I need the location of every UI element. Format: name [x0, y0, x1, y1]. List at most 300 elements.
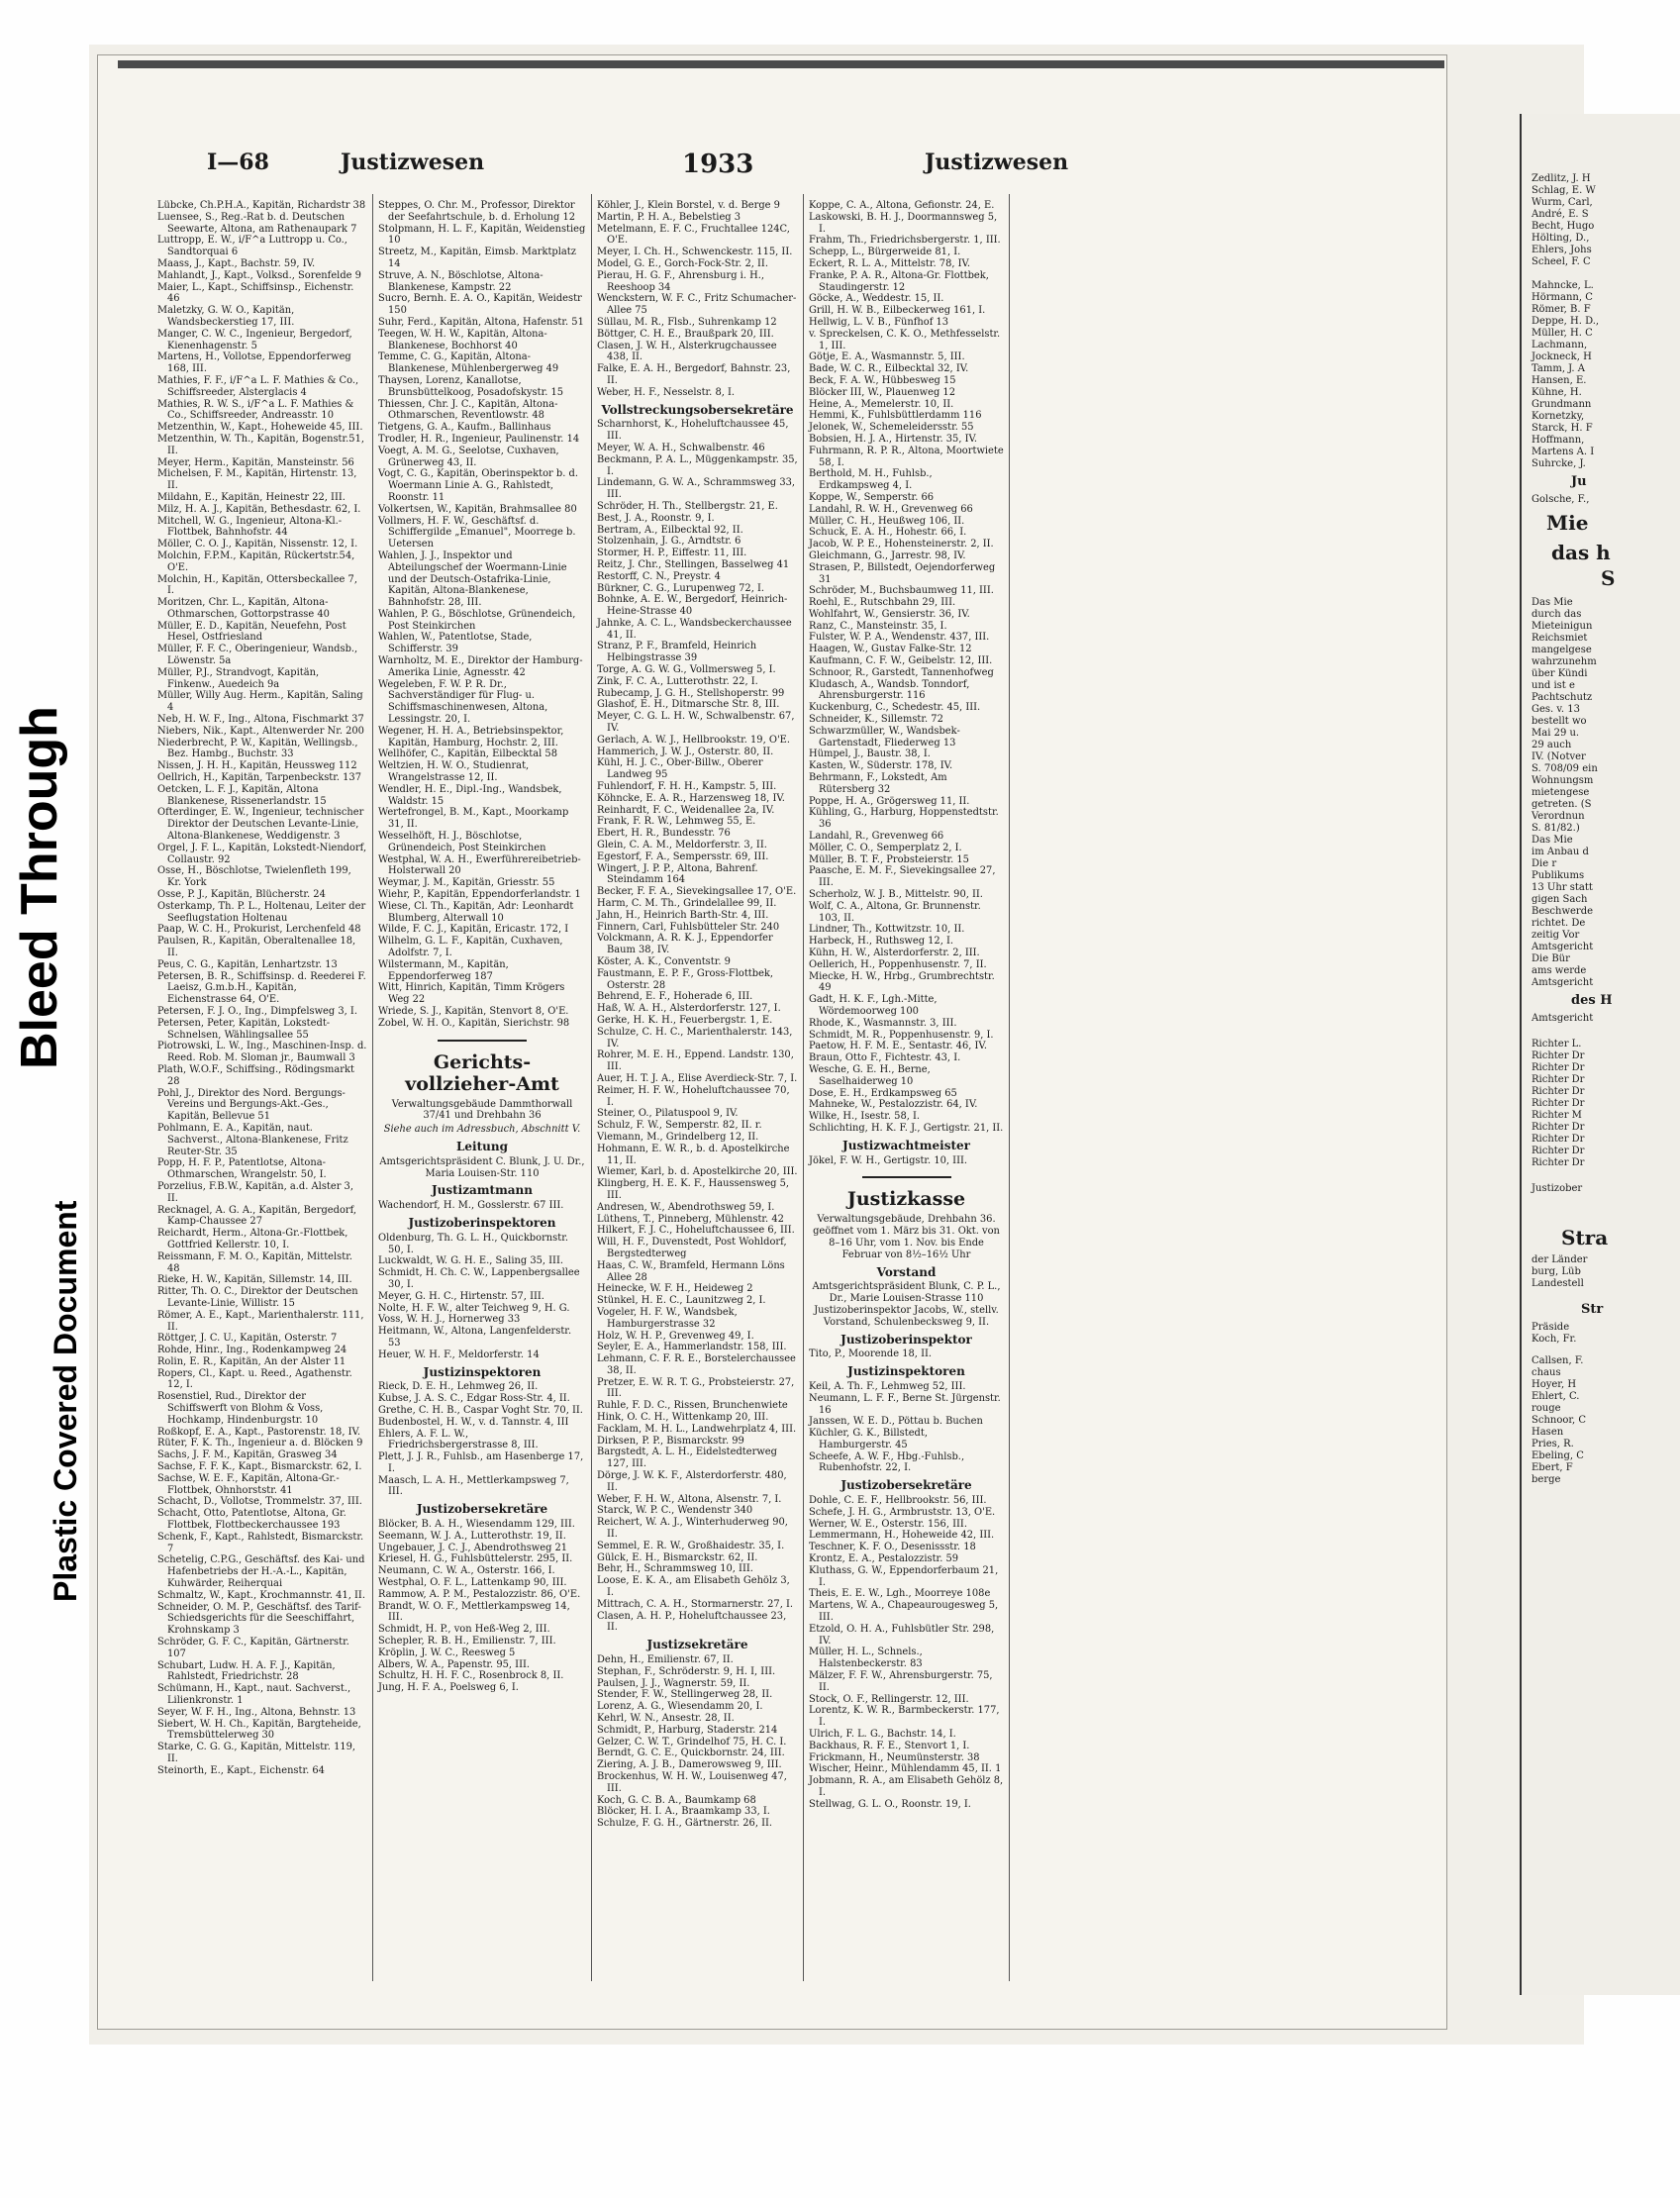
directory-entry: Vogt, C. G., Kapitän, Oberinspektor b. d. Woermann Linie A. G., Rahlstedt, Roonstr. 11	[378, 468, 578, 503]
obersekretaere-list	[378, 1519, 586, 1694]
directory-entry: Rolin, E. R., Kapitän, An der Alster 11	[157, 1355, 346, 1367]
directory-entry: Amtsgericht	[1532, 942, 1594, 952]
directory-entry: Stock, O. F., Rellingerstr. 12, III.	[809, 1693, 969, 1705]
directory-entry: Neb, H. W. F., Ing., Altona, Fischmarkt 37	[157, 714, 364, 726]
directory-entry: Gadt, H. K. F., Lgh.-Mitte, Wördemoorweg 100	[809, 994, 938, 1017]
directory-entry: Pierau, H. G. F., Ahrensburg i. H., Reeshoop 34	[597, 269, 764, 293]
directory-entry: Paetow, H. F. M. E., Sentastr. 46, IV.	[809, 1041, 987, 1052]
vollstreckung-list	[597, 419, 798, 1634]
directory-entry: Blöcker, B. A. H., Wiesendamm 129, III.	[378, 1519, 575, 1531]
directory-entry: Facklam, M. H. L., Landwehrplatz 4, III.	[597, 1423, 797, 1435]
directory-entry: Lorenz, A. G., Wiesendamm 20, I.	[597, 1701, 763, 1713]
directory-entry: Müller, F. F. C., Oberingenieur, Wandsb., Löwenstr. 5a	[157, 644, 358, 667]
directory-entry: Wriede, S. J., Kapitän, Stenvort 8, O'E.	[378, 1005, 569, 1017]
directory-entry: getreten. (S	[1532, 799, 1592, 810]
directory-entry: Stormer, H. P., Eiffestr. 11, III.	[597, 548, 747, 559]
directory-entry: burg, Lüb	[1532, 1266, 1581, 1277]
header-right-title: Justizwesen	[925, 150, 1069, 175]
kasse-inspektoren-list	[809, 1381, 1004, 1474]
directory-entry: Verordnun	[1532, 811, 1585, 822]
directory-entry: Mieteinigun	[1532, 621, 1593, 632]
directory-entry: Niederbrecht, P. W., Kapitän, Wellingsb., Bez. Hambg., Buchstr. 33	[157, 737, 358, 760]
directory-entry: Richter M	[1532, 1110, 1582, 1121]
vorstand-entry: Amtsgerichtspräsident Blunk, C. P. L., Dr., Marie Louisen-Strasse 110 Justizoberinspektor Jacobs, W., stellv. Vorstand, Schulenbecksweg 9, II.	[812, 1281, 1001, 1328]
directory-entry: Strasen, P., Billstedt, Oejendorferweg 31	[809, 561, 996, 585]
directory-entry: Teegen, W. H. W., Kapitän, Altona-Blankenese, Bochhorst 40	[378, 328, 547, 351]
directory-entry: Temme, C. G., Kapitän, Altona-Blankenese, Mühlenbergerweg 49	[378, 351, 559, 375]
directory-entry: Fuhrmann, R. P. R., Altona, Moortwiete 58, I.	[809, 445, 1004, 468]
directory-entry: Stranz, P. F., Bramfeld, Heinrich Helbingstrasse 39	[597, 641, 757, 664]
directory-entry: Pohlmann, E. A., Kapitän, naut. Sachverst., Altona-Blankenese, Fritz Reuter-Str. 35	[157, 1122, 348, 1157]
column-3	[597, 200, 798, 1982]
directory-entry: Vollmers, H. F. W., Geschäftsf. d. Schiffergilde „Emanuel", Moorrege b. Uetersen	[378, 515, 576, 550]
directory-entry: Ebert, H. R., Bundesstr. 76	[597, 828, 731, 840]
directory-entry: Lindner, Th., Kottwitzstr. 10, II.	[809, 924, 965, 936]
directory-entry: Brandt, W. O. F., Mettlerkampsweg 14, III.	[378, 1600, 570, 1624]
right-heading-des-h: des H	[1571, 993, 1613, 1008]
directory-entry: Reitz, J. Chr., Stellingen, Basselweg 41	[597, 558, 790, 570]
directory-entry: Martens A. I	[1532, 447, 1595, 457]
directory-entry: Weltzien, H. W. O., Studienrat, Wrangelstrasse 12, II.	[378, 760, 530, 784]
directory-entry: Richter Dr	[1532, 1062, 1585, 1073]
directory-entry: Sucro, Bernh. E. A. O., Kapitän, Weidestr 150	[378, 293, 582, 317]
directory-entry: Schwarzmüller, W., Wandsbek-Gartenstadt, Fliederweg 13	[809, 725, 960, 749]
col3-entries-top	[597, 200, 798, 399]
directory-entry: Wolf, C. A., Altona, Gr. Brunnenstr. 103, II.	[809, 900, 981, 924]
directory-entry: Schmidt, P., Harburg, Staderstr. 214	[597, 1724, 778, 1736]
directory-entry: Kornetzky,	[1532, 411, 1585, 422]
directory-entry: Schneider, O. M. P., Geschäftsf. des Tarif-Schiedsgerichts für die Seeschiffahrt, Krohnskamp 3	[157, 1601, 361, 1637]
directory-entry: Rhode, K., Wasmannstr. 3, III.	[809, 1017, 957, 1029]
directory-entry: Köster, A. K., Conventstr. 9	[597, 956, 731, 967]
directory-entry: richtet. De	[1532, 918, 1586, 929]
directory-entry: Oellerich, H., Poppenhusenstr. 7, II.	[809, 958, 987, 970]
directory-entry: Mathies, R. W. S., i/F^a L. F. Mathies & Co., Schiffsreeder, Andreasstr. 10	[157, 398, 354, 422]
directory-entry: Siebert, W. H. Ch., Kapitän, Bargteheide, Tremsbüttelerweg 30	[157, 1718, 361, 1742]
directory-entry: Gleichmann, G., Jarrestr. 98, IV.	[809, 550, 966, 561]
directory-entry: Schröder, M., Buchsbaumweg 11, III.	[809, 585, 994, 597]
directory-entry: Orgel, J. F. L., Kapitän, Lokstedt-Niendorf, Collaustr. 92	[157, 842, 367, 865]
directory-entry: Wahlen, J. J., Inspektor und Abteilungschef der Woermann-Linie und der Deutsch-Ostafrika-Linie, Kapitän, Altona-Blankenese, Bahnhofstr. 28, III.	[378, 550, 567, 609]
directory-entry: Moritzen, Chr. L., Kapitän, Altona-Othmarschen, Gottorpstrasse 40	[157, 597, 330, 620]
directory-entry: Theis, E. E. W., Lgh., Moorreye 108e	[809, 1588, 991, 1600]
directory-entry: Berndt, G. C. E., Quickbornstr. 24, III.	[597, 1748, 785, 1759]
directory-entry: Rieke, H. W., Kapitän, Sillemstr. 14, III.	[157, 1274, 352, 1286]
see-also-note: Siehe auch im Adressbuch, Abschnitt V.	[383, 1124, 581, 1136]
directory-entry: Richter Dr	[1532, 1157, 1585, 1168]
directory-entry: Blöcker, H. I. A., Braamkamp 33, I.	[597, 1806, 770, 1818]
directory-entry: Wiese, Cl. Th., Kapitän, Adr: Leonhardt Blumberg, Alterwall 10	[378, 900, 574, 924]
directory-entry: Götje, E. A., Wasmannstr. 5, III.	[809, 351, 965, 363]
col4-entries-top	[809, 200, 1004, 1135]
directory-entry: Koch, G. C. B. A., Baumkamp 68	[597, 1794, 756, 1806]
directory-entry: Manger, C. W. C., Ingenieur, Bergedorf, Kienenhagenstr. 5	[157, 328, 352, 351]
right-page-fragment	[1520, 114, 1680, 1995]
directory-entry: Scheel, F. C	[1532, 256, 1591, 267]
right-entries-e	[1532, 1254, 1680, 1290]
directory-entry: Wahlen, W., Patentlotse, Stade, Schifferstr. 39	[378, 632, 533, 655]
directory-entry: Sachse, F. F. K., Kapt., Bismarckstr. 62, I.	[157, 1461, 362, 1473]
scanned-spread	[89, 45, 1616, 2045]
directory-entry: Schmidt, H. P., von Heß-Weg 2, III.	[378, 1624, 550, 1636]
directory-entry: Schacht, D., Vollotse, Trommelstr. 37, III.	[157, 1496, 362, 1508]
directory-entry: berge	[1532, 1474, 1561, 1485]
right-heading-stra: Stra	[1561, 1226, 1609, 1249]
directory-entry: Suhrcke, J.	[1532, 458, 1586, 469]
column-rule	[591, 194, 592, 1981]
directory-entry: Schenk, F., Kapt., Rahlstedt, Bismarckstr. 7	[157, 1531, 364, 1554]
header-year: 1933	[682, 150, 754, 179]
directory-entry: Backhaus, R. F. E., Stenvort 1, I.	[809, 1740, 970, 1751]
heading-justizoberinspektoren: Justizoberinspektoren	[408, 1215, 556, 1230]
oberinspektoren-list	[378, 1233, 586, 1361]
directory-entry: Richter Dr	[1532, 1146, 1585, 1156]
directory-entry: Kühl, H. J. C., Ober-Billw., Oberer Landweg 95	[597, 757, 763, 781]
amtmann-entry: Wachendorf, H. M., Gosslerstr. 67 III.	[378, 1200, 564, 1212]
directory-entry: Heine, A., Memelerstr. 10, II.	[809, 398, 954, 410]
directory-entry: Jelonek, W., Schemeleidersstr. 55	[809, 422, 974, 434]
directory-entry: Ranz, C., Mansteinstr. 35, I.	[809, 620, 947, 632]
directory-entry: Heuer, W. H. F., Meldorferstr. 14	[378, 1349, 540, 1360]
directory-entry: Recknagel, A. G. A., Kapitän, Bergedorf, Kamp-Chaussee 27	[157, 1204, 357, 1228]
directory-entry: Wischer, Heinr., Mühlendamm 45, II. 1	[809, 1763, 1002, 1775]
directory-entry: Dörge, J. W. K. F., Alsterdorferstr. 480, II.	[597, 1470, 787, 1493]
directory-entry: Nissen, J. H. H., Kapitän, Heussweg 112	[157, 760, 357, 772]
directory-entry: Pohl, J., Direktor des Nord. Bergungs-Vereins und Bergungs-Akt.-Ges., Kapitän, Bellevue 51	[157, 1087, 346, 1123]
header-left-title: Justizwesen	[341, 150, 485, 175]
directory-entry: Müller, Willy Aug. Herm., Kapitän, Saling 4	[157, 690, 363, 714]
directory-entry: Weber, F. H. W., Altona, Alsenstr. 7, I.	[597, 1493, 782, 1505]
heading-kasse-justizinspektoren: Justizinspektoren	[847, 1364, 965, 1379]
heading-justizoberinspektor: Justizoberinspektor	[840, 1332, 972, 1347]
directory-entry: Rohrer, M. E. H., Eppend. Landstr. 130, III.	[597, 1049, 794, 1073]
directory-entry: Clasen, J. W. H., Alsterkrugchaussee 438, II.	[597, 340, 777, 363]
directory-entry: Seemann, W. J. A., Lutterothstr. 19, II.	[378, 1530, 566, 1542]
directory-entry: Wertefrongel, B. M., Kapt., Moorkamp 31, II.	[378, 807, 569, 831]
directory-entry: über Kündi	[1532, 668, 1588, 679]
directory-entry: im Anbau d	[1532, 847, 1589, 857]
directory-entry: Dehn, H., Emilienstr. 67, II.	[597, 1654, 734, 1666]
directory-entry: und ist e	[1532, 680, 1575, 691]
directory-entry: Wohnungsm	[1532, 775, 1594, 786]
directory-entry: Schröder, H. Th., Stellbergstr. 21, E.	[597, 500, 778, 512]
directory-entry: Peus, C. G., Kapitän, Lenhartzstr. 13	[157, 958, 338, 970]
directory-entry: Reissmann, F. M. O., Kapitän, Mittelstr. 48	[157, 1250, 352, 1274]
directory-entry: Ebert, F	[1532, 1462, 1573, 1473]
directory-entry: Kühling, G., Harburg, Hoppenstedtstr. 36	[809, 807, 999, 831]
directory-entry: Lachmann,	[1532, 340, 1588, 350]
directory-entry: Jahn, H., Heinrich Barth-Str. 4, III.	[597, 909, 769, 921]
directory-entry: gigen Sach	[1532, 894, 1588, 905]
directory-entry: Steppes, O. Chr. M., Professor, Direktor der Seefahrtschule, b. d. Erholung 12	[378, 200, 576, 223]
directory-entry: Jacob, W. P. E., Hohensteinerstr. 2, II.	[809, 539, 994, 550]
directory-entry: Schnoor, R., Garstedt, Tannenhofweg	[809, 666, 994, 678]
directory-entry: Viemann, M., Grindelberg 12, II.	[597, 1131, 759, 1143]
directory-entry: Hasen	[1532, 1427, 1564, 1438]
section-title-justizkasse: Justizkasse	[846, 1188, 966, 1211]
directory-entry: Müller, B. T. F., Probsteierstr. 15	[809, 853, 969, 865]
directory-entry: Kuckenburg, C., Schedestr. 45, III.	[809, 702, 981, 714]
directory-entry: Kühne, H.	[1532, 387, 1582, 398]
section-divider	[438, 1040, 527, 1042]
directory-entry: Haß, W. A. H., Alsterdorferstr. 127, I.	[597, 1003, 781, 1015]
directory-entry: Die Bür	[1532, 953, 1570, 964]
heading-justizamtmann: Justizamtmann	[431, 1183, 533, 1198]
directory-entry: Falke, E. A. H., Bergedorf, Bahnstr. 23, II.	[597, 363, 791, 386]
directory-entry: Torge, A. G. W. G., Vollmersweg 5, I.	[597, 664, 776, 676]
directory-entry: Laskowski, B. H. J., Doormannsweg 5, I.	[809, 211, 998, 235]
heading-vollstreckungsobersekretaere: Vollstreckungsobersekretäre	[601, 402, 794, 417]
directory-entry: Pries, R.	[1532, 1439, 1574, 1449]
directory-entry: Andresen, W., Abendrothsweg 59, I.	[597, 1201, 775, 1213]
directory-entry: Stolpmann, H. L. F., Kapitän, Weidenstieg 10	[378, 223, 586, 247]
directory-entry: Weber, H. F., Nesselstr. 8, I.	[597, 386, 736, 398]
section-divider	[862, 1176, 951, 1178]
directory-entry: Behr, H., Schrammsweg 10, III.	[597, 1563, 753, 1575]
directory-entry: Callsen, F.	[1532, 1355, 1584, 1366]
directory-entry: Starke, C. G. G., Kapitän, Mittelstr. 119, II.	[157, 1742, 356, 1764]
directory-entry: Hansen, E.	[1532, 375, 1587, 386]
directory-entry: ams werde	[1532, 965, 1587, 976]
heading-leitung: Leitung	[455, 1139, 508, 1153]
directory-entry: Scharnhorst, K., Hoheluftchaussee 45, III.	[597, 419, 789, 443]
directory-entry: Oldenburg, Th. G. L. H., Quickbornstr. 50, I.	[378, 1232, 568, 1255]
running-header	[207, 150, 1246, 183]
directory-entry: Clasen, A. H. P., Hoheluftchaussee 23, II.	[597, 1610, 787, 1634]
directory-entry: Teschner, K. F. O., Desenissstr. 18	[809, 1542, 976, 1553]
directory-entry: Starck, W. P. C., Wendenstr 340	[597, 1505, 753, 1517]
bleed-through-label: Bleed Through	[11, 706, 68, 1069]
directory-entry: Die r	[1532, 858, 1557, 869]
right-entries-c	[1532, 597, 1680, 989]
directory-entry: Hammerich, J. W. J., Osterstr. 80, II.	[597, 746, 774, 757]
directory-entry: Bertram, A., Eilbecktal 92, II.	[597, 524, 743, 536]
directory-entry: Streetz, M., Kapitän, Eimsb. Marktplatz 14	[378, 247, 576, 269]
right-heading-mie: Mie	[1546, 511, 1589, 535]
right-entries-b	[1532, 280, 1680, 470]
directory-entry: Meyer, Herm., Kapitän, Mansteinstr. 56	[157, 456, 354, 468]
directory-entry: Deppe, H. D.,	[1532, 316, 1600, 327]
directory-entry: Reichert, W. A. J., Winterhuderweg 90, II.	[597, 1517, 788, 1541]
directory-entry: wahrzunehm	[1532, 656, 1597, 667]
heading-justizinspektoren: Justizinspektoren	[423, 1364, 542, 1379]
directory-entry: Schmidt, H. Ch. C. W., Lappenbergsallee 30, I.	[378, 1267, 580, 1290]
directory-entry: Mildahn, E., Kapitän, Heinestr 22, III.	[157, 491, 346, 503]
directory-entry: Voegt, A. M. G., Seelotse, Cuxhaven, Grünerweg 43, II.	[378, 445, 559, 468]
column-rule	[1009, 194, 1010, 1981]
directory-entry: Steiner, O., Pilatuspool 9, IV.	[597, 1108, 739, 1120]
directory-entry: Model, G. E., Gorch-Fock-Str. 2, II.	[597, 257, 768, 269]
directory-entry: Wegeleben, F. W. P. R. Dr., Sachverständiger für Flug- u. Schiffsmaschinenwesen, Altona, Lessingstr. 20, I.	[378, 678, 548, 726]
directory-entry: Amtsgericht	[1532, 977, 1594, 988]
directory-entry: Neumann, C. W. A., Osterstr. 166, I.	[378, 1565, 555, 1577]
directory-entry: Luensee, S., Reg.-Rat b. d. Deutschen Seewarte, Altona, am Rathenaupark 7	[157, 211, 357, 235]
directory-entry: Plett, J. J. R., Fuhlsb., am Hasenberge 17, I.	[378, 1451, 584, 1474]
right-entries-d	[1532, 1039, 1680, 1169]
directory-entry: Müller, E. D., Kapitän, Neuefehn, Post Hesel, Ostfriesland	[157, 620, 346, 644]
directory-entry: Nolte, H. F. W., alter Teichweg 9, H. G.	[378, 1302, 570, 1314]
directory-entry: Mai 29 u.	[1532, 728, 1580, 739]
directory-entry: Braun, Otto F., Fichtestr. 43, I.	[809, 1052, 961, 1064]
directory-entry: Präside	[1532, 1322, 1570, 1333]
directory-entry: Koppe, W., Semperstr. 66	[809, 491, 935, 503]
directory-entry: Richter Dr	[1532, 1098, 1585, 1109]
directory-entry: Roehl, E., Rutschbahn 29, III.	[809, 597, 956, 609]
directory-entry: Ruhle, F. D. C., Rissen, Brunchenwiete	[597, 1400, 788, 1412]
directory-entry: Haas, C. W., Bramfeld, Hermann Löns Allee 28	[597, 1259, 785, 1283]
directory-entry: Wiehr, P., Kapitän, Eppendorferlandstr. 1	[378, 889, 581, 901]
directory-entry: Piotrowski, L. W., Ing., Maschinen-Insp. d. Reed. Rob. M. Sloman jr., Baumwall 3	[157, 1041, 367, 1064]
directory-entry: Meyer, C. G. L. H. W., Schwalbenstr. 67, IV.	[597, 711, 795, 735]
directory-entry: Roßkopf, E. A., Kapt., Pastorenstr. 18, IV.	[157, 1426, 361, 1438]
column-rule	[372, 194, 373, 1981]
directory-entry: Lemmermann, H., Hoheweide 42, III.	[809, 1530, 995, 1542]
directory-entry: Seyer, W. F. H., Ing., Altona, Behnstr. 13	[157, 1706, 356, 1718]
directory-entry: Mathies, F. F., i/F^a L. F. Mathies & Co., Schiffsreeder, Alsterglacis 4	[157, 374, 359, 398]
directory-entry: zeitig Vor	[1532, 930, 1580, 941]
wachtmeister-entry: Jökel, F. W. H., Gertigstr. 10, III.	[809, 1154, 968, 1166]
directory-entry: Kluthass, G. W., Eppendorferbaum 21, I.	[809, 1564, 999, 1588]
directory-entry: Dirksen, P. P., Bismarckstr. 99	[597, 1435, 744, 1447]
directory-entry: Keil, A. Th. F., Lehmweg 52, III.	[809, 1380, 966, 1392]
directory-entry: Martin, P. H. A., Bebelstieg 3	[597, 211, 741, 223]
directory-entry: Heinecke, W. F. H., Heideweg 2	[597, 1283, 753, 1295]
directory-entry: Molchin, F.P.M., Kapitän, Rückertstr.54, O'E.	[157, 550, 355, 573]
directory-entry: Behrend, E. F., Hoherade 6, III.	[597, 991, 753, 1003]
directory-entry: Schulze, C. H. C., Marienthalerstr. 143, IV.	[597, 1026, 793, 1049]
directory-entry: Hörmann, C	[1532, 292, 1593, 303]
directory-entry: Schepp, L., Bürgerweide 81, I.	[809, 247, 961, 258]
directory-entry: Mahncke, L.	[1532, 280, 1594, 291]
directory-entry: Dohle, C. E. F., Hellbrookstr. 56, III.	[809, 1495, 987, 1507]
directory-entry: Reinhardt, F. C., Weidenallee 2a, IV.	[597, 804, 775, 816]
directory-entry: Behrmann, F., Lokstedt, Am Rütersberg 32	[809, 772, 947, 795]
directory-entry: Schepler, R. B. H., Emilienstr. 7, III.	[378, 1636, 556, 1648]
directory-entry: Luckwaldt, W. G. H. E., Saling 35, III.	[378, 1255, 563, 1267]
directory-entry: Rieck, D. E. H., Lehmweg 26, II.	[378, 1381, 539, 1393]
directory-entry: Kehrl, W. N., Ansestr. 28, II.	[597, 1713, 735, 1724]
directory-entry: Lüthens, T., Pinneberg, Mühlenstr. 42	[597, 1213, 784, 1225]
directory-entry: Beschwerde	[1532, 906, 1594, 917]
directory-entry: Schulze, F. G. H., Gärtnerstr. 26, II.	[597, 1818, 773, 1830]
leitung-entry: Amtsgerichtspräsident C. Blunk, J. U. Dr., Maria Louisen-Str. 110	[379, 1155, 585, 1179]
directory-entry: Lehmann, C. F. R. E., Borstelerchaussee 38, II.	[597, 1353, 796, 1376]
directory-entry: Zink, F. C. A., Lutterothstr. 22, I.	[597, 675, 758, 687]
directory-entry: Martens, H., Vollotse, Eppendorferweg 168, III.	[157, 351, 351, 375]
directory-entry: Müller, P.J., Strandvogt, Kapitän, Finkenw., Auedeich 9a	[157, 666, 320, 690]
directory-entry: Schefe, J. H. G., Armbruststr. 13, O'E.	[809, 1506, 996, 1518]
page-number: I—68	[207, 150, 269, 175]
heading-justizwachtmeister: Justizwachtmeister	[842, 1138, 970, 1152]
directory-entry: Wahlen, P. G., Böschlotse, Grünendeich, Post Steinkirchen	[378, 608, 576, 632]
directory-entry: Osse, P. J., Kapitän, Blücherstr. 24	[157, 889, 326, 901]
directory-entry: Wilke, H., Isestr. 58, I.	[809, 1111, 921, 1123]
kasse-obersekretaere-list	[809, 1495, 1004, 1811]
directory-entry: Neumann, L. F. F., Berne St. Jürgenstr. 16	[809, 1392, 1001, 1416]
column-4	[809, 200, 1004, 1982]
directory-entry: Hoyer, H	[1532, 1379, 1577, 1390]
directory-entry: Schnoor, C	[1532, 1415, 1587, 1426]
kasse-intro: Verwaltungsgebäude, Drehbahn 36. geöffnet vom 1. März bis 31. Okt. von 8–16 Uhr, vom 1. Nov. bis Ende Februar von 8½–16½ Uhr	[813, 1214, 1000, 1260]
directory-entry: Meyer, I. Ch. H., Schwenckestr. 115, II.	[597, 247, 793, 258]
directory-entry: Kühn, H. W., Alsterdorferstr. 2, III.	[809, 948, 980, 958]
directory-entry: Osse, H., Böschlotse, Twielenfleth 199, Kr. York	[157, 865, 351, 889]
directory-entry: Bobsien, H. J. A., Hirtenstr. 35, IV.	[809, 433, 978, 445]
directory-entry: Hilkert, F. J. C., Hoheluftchaussee 6, III.	[597, 1225, 795, 1237]
directory-entry: Glashof, E. H., Ditmarsche Str. 8, III.	[597, 699, 780, 711]
directory-entry: Mahneke, W., Pestalozzistr. 64, IV.	[809, 1099, 978, 1111]
directory-entry: Schulz, F. W., Semperstr. 82, II. r.	[597, 1120, 762, 1132]
directory-entry: Lorentz, K. W. R., Barmbeckerstr. 177, I.	[809, 1705, 1000, 1729]
directory-entry: Wiemer, Karl, b. d. Apostelkirche 20, III.	[597, 1166, 798, 1178]
directory-entry: Ziering, A. J. B., Damerowsweg 9, III.	[597, 1759, 782, 1771]
directory-entry: Egestorf, F. A., Sempersstr. 69, III.	[597, 850, 769, 862]
directory-entry: Jockneck, H	[1532, 351, 1592, 362]
directory-entry: 29 auch	[1532, 740, 1572, 750]
directory-entry: Küchler, G. K., Billstedt, Hamburgerstr. 45	[809, 1428, 928, 1450]
directory-entry: Wilde, F. C. J., Kapitän, Ericastr. 172, I	[378, 924, 569, 936]
directory-entry: Das Mie	[1532, 835, 1573, 846]
directory-entry: Grundmann	[1532, 399, 1592, 410]
directory-entry: Reichsmiet	[1532, 633, 1588, 644]
directory-entry: Bade, W. C. R., Eilbecktal 32, IV.	[809, 363, 969, 375]
directory-entry: Köhler, J., Klein Borstel, v. d. Berge 9	[597, 200, 780, 211]
directory-entry: Ehlers, Johs	[1532, 245, 1592, 255]
directory-entry: Best, J. A., Roonstr. 9, I.	[597, 512, 715, 524]
directory-entry: Schacht, Otto, Patentlotse, Altona, Gr. Flottbek, Flottbeckerchaussee 193	[157, 1508, 346, 1532]
directory-entry: Kludasch, A., Wandsb. Tonndorf, Ahrensburgerstr. 116	[809, 678, 970, 702]
directory-entry: Ungebauer, J. C. J., Abendrothsweg 21	[378, 1542, 568, 1553]
right-entries-f	[1532, 1322, 1680, 1346]
directory-entry: Koppe, C. A., Altona, Gefionstr. 24, E.	[809, 200, 995, 211]
directory-entry: Hoffmann,	[1532, 435, 1585, 446]
directory-entry: Richter Dr	[1532, 1134, 1585, 1145]
section-title-gerichtsvollzieher: Gerichts- vollzieher-Amt	[405, 1050, 559, 1095]
heading-justizsekretaere: Justizsekretäre	[646, 1638, 748, 1652]
directory-entry: Klingberg, H. E. K. F., Haussensweg 5, III.	[597, 1178, 790, 1201]
directory-entry: Wohlfahrt, W., Gensierstr. 36, IV.	[809, 608, 970, 620]
directory-entry: Richter Dr	[1532, 1086, 1585, 1097]
directory-entry: Kasten, W., Süderstr. 178, IV.	[809, 760, 953, 772]
directory-entry: Böttger, C. H. E., Braußpark 20, III.	[597, 328, 774, 340]
directory-entry: Schmaltz, W., Kapt., Krochmannstr. 41, II.	[157, 1589, 365, 1601]
directory-entry: Ehlert, C.	[1532, 1391, 1580, 1402]
directory-entry: Paulsen, R., Kapitän, Oberaltenallee 18, II.	[157, 936, 356, 958]
directory-entry: Popp, H. F. P., Patentlotse, Altona-Othmarschen, Wrangelstr. 50, I.	[157, 1157, 327, 1181]
directory-entry: Jung, H. F. A., Poelsweg 6, I.	[378, 1682, 519, 1694]
directory-entry: Gelzer, C. W. T., Grindelhof 75, H. C. I.	[597, 1736, 787, 1748]
directory-entry: Schultz, H. H. F. C., Rosenbrock 8, II.	[378, 1670, 564, 1682]
directory-entry: Römer, B. F	[1532, 304, 1591, 315]
directory-entry: Grethe, C. H. B., Caspar Voght Str. 70, II.	[378, 1404, 583, 1416]
directory-entry: Scheefe, A. W. F., Hbg.-Fuhlsb., Rubenhofstr. 22, I.	[809, 1450, 965, 1474]
right-amtsgericht: Amtsgericht	[1532, 1013, 1594, 1024]
directory-entry: Wilhelm, G. L. F., Kapitän, Cuxhaven, Adolfstr. 7, I.	[378, 936, 563, 958]
directory-entry: Metelmann, E. F. C., Fruchtallee 124C, O'E.	[597, 223, 790, 247]
directory-entry: Lindemann, G. W. A., Schrammsweg 33, III.	[597, 477, 796, 501]
directory-entry: Wilstermann, M., Kapitän, Eppendorferweg 187	[378, 958, 509, 982]
directory-entry: Rubecamp, J. G. H., Stellshoperstr. 99	[597, 687, 785, 699]
directory-entry: Wenckstern, W. F. C., Fritz Schumacher-Allee 75	[597, 293, 797, 317]
right-heading-s: S	[1601, 566, 1616, 590]
right-heading-das-h: das h	[1551, 541, 1611, 564]
section-intro: Verwaltungsgebäude Dammthorwall 37/41 und Drehbahn 36	[391, 1098, 573, 1122]
directory-entry: Thaysen, Lorenz, Kanallotse, Brunsbüttelkoog, Posadofskystr. 15	[378, 374, 564, 398]
directory-entry: Franke, P. A. R., Altona-Gr. Flottbek, Staudingerstr. 12	[809, 269, 989, 293]
directory-entry: Wingert, J. P. P., Altona, Bahrenf. Steindamm 164	[597, 862, 758, 886]
directory-entry: Schümann, H., Kapt., naut. Sachverst., Lilienkronstr. 1	[157, 1683, 351, 1706]
directory-entry: Michelsen, F. M., Kapitän, Hirtenstr. 13, II.	[157, 468, 357, 492]
